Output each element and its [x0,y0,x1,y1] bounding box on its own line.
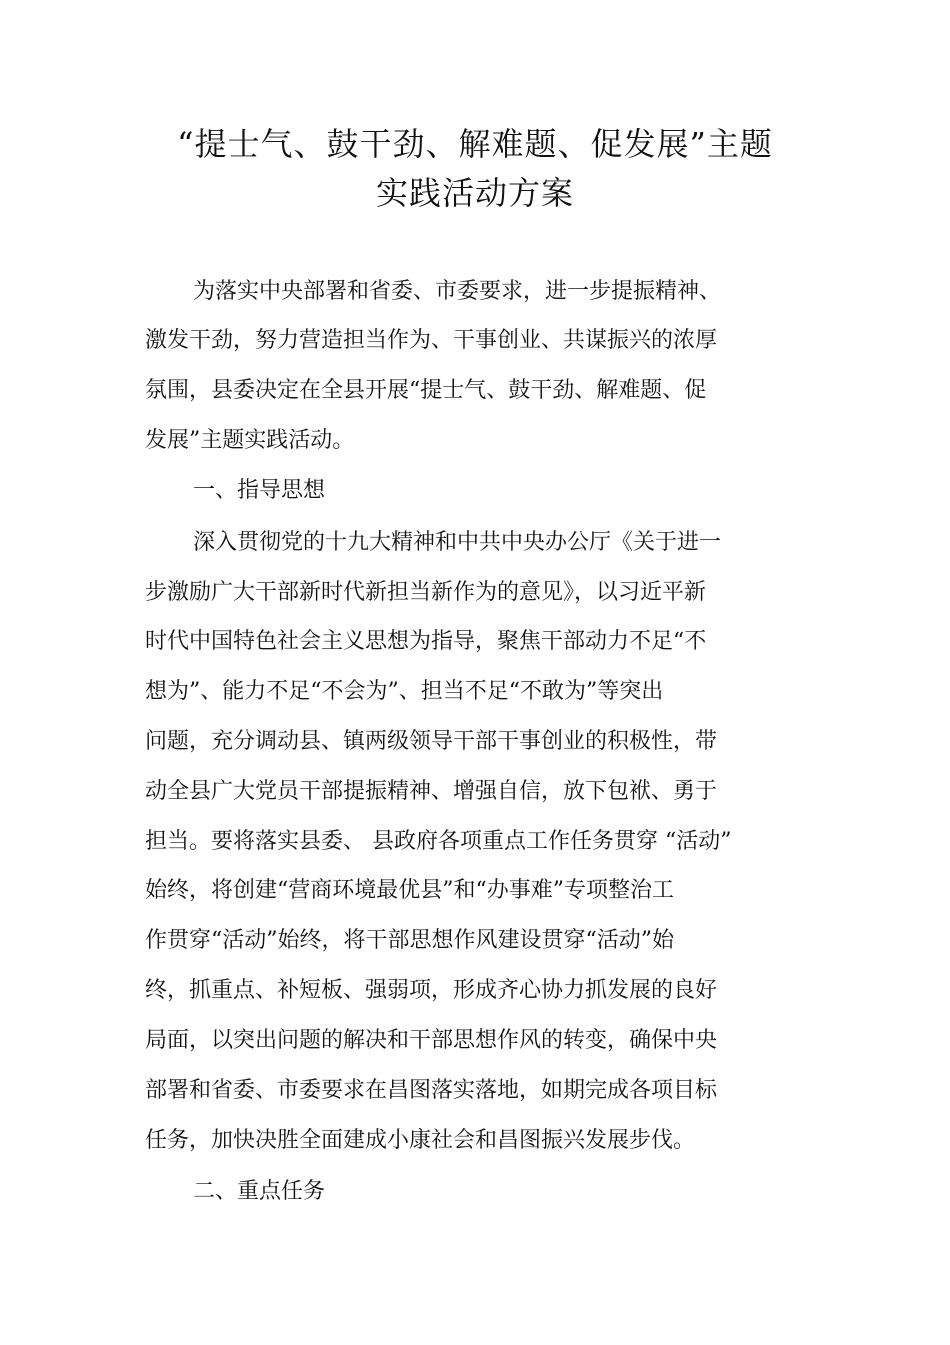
paragraph-line: 局面，以突出问题的解决和干部思想作风的转变，确保中央 [145,1028,718,1053]
paragraph-line: 为落实中央部署和省委、市委要求，进一步提振精神、 [193,279,722,304]
paragraph-line: 担当。要将落实县委、 县政府各项重点工作任务贯穿 “活动” [145,829,732,854]
paragraph-line: 部署和省委、市委要求在昌图落实落地，如期完成各项目标 [145,1078,718,1103]
paragraph-line: 想为”、能力不足“不会为”、担当不足“不敢为”等突出 [145,679,664,704]
paragraph-line: 始终，将创建“营商环境最优县”和“办事难”专项整治工 [145,878,674,903]
paragraph-line: 氛围，县委决定在全县开展“提士气、鼓干劲、解难题、促 [145,378,707,403]
paragraph-line: 时代中国特色社会主义思想为指导，聚焦干部动力不足“不 [145,629,707,654]
paragraph-line: 动全县广大党员干部提振精神、增强自信，放下包袱、勇于 [145,779,718,804]
paragraph-line: 步激励广大干部新时代新担当新作为的意见》，以习近平新 [145,580,707,605]
paragraph-line: 作贯穿“活动”始终，将干部思想作风建设贯穿“活动”始 [145,928,674,953]
paragraph-line: 激发干劲，努力营造担当作为、干事创业、共谋振兴的浓厚 [145,328,718,353]
section-heading: 一、指导思想 [193,478,326,503]
paragraph-line: 发展”主题实践活动。 [145,428,355,453]
paragraph-line: 任务，加快决胜全面建成小康社会和昌图振兴发展步伐。 [145,1128,696,1153]
paragraph-line: 深入贯彻党的十九大精神和中共中央办公厅《关于进一 [193,530,722,555]
paragraph-line: 终，抓重点、补短板、强弱项，形成齐心协力抓发展的良好 [145,978,718,1003]
document-title-line-2: 实践活动方案 [375,174,574,212]
section-heading: 二、重点任务 [193,1179,326,1204]
document-title-line-1: “提士气、鼓干劲、解难题、促发展”主题 [177,125,773,163]
paragraph-line: 问题，充分调动县、镇两级领导干部干事创业的积极性，带 [145,729,718,754]
